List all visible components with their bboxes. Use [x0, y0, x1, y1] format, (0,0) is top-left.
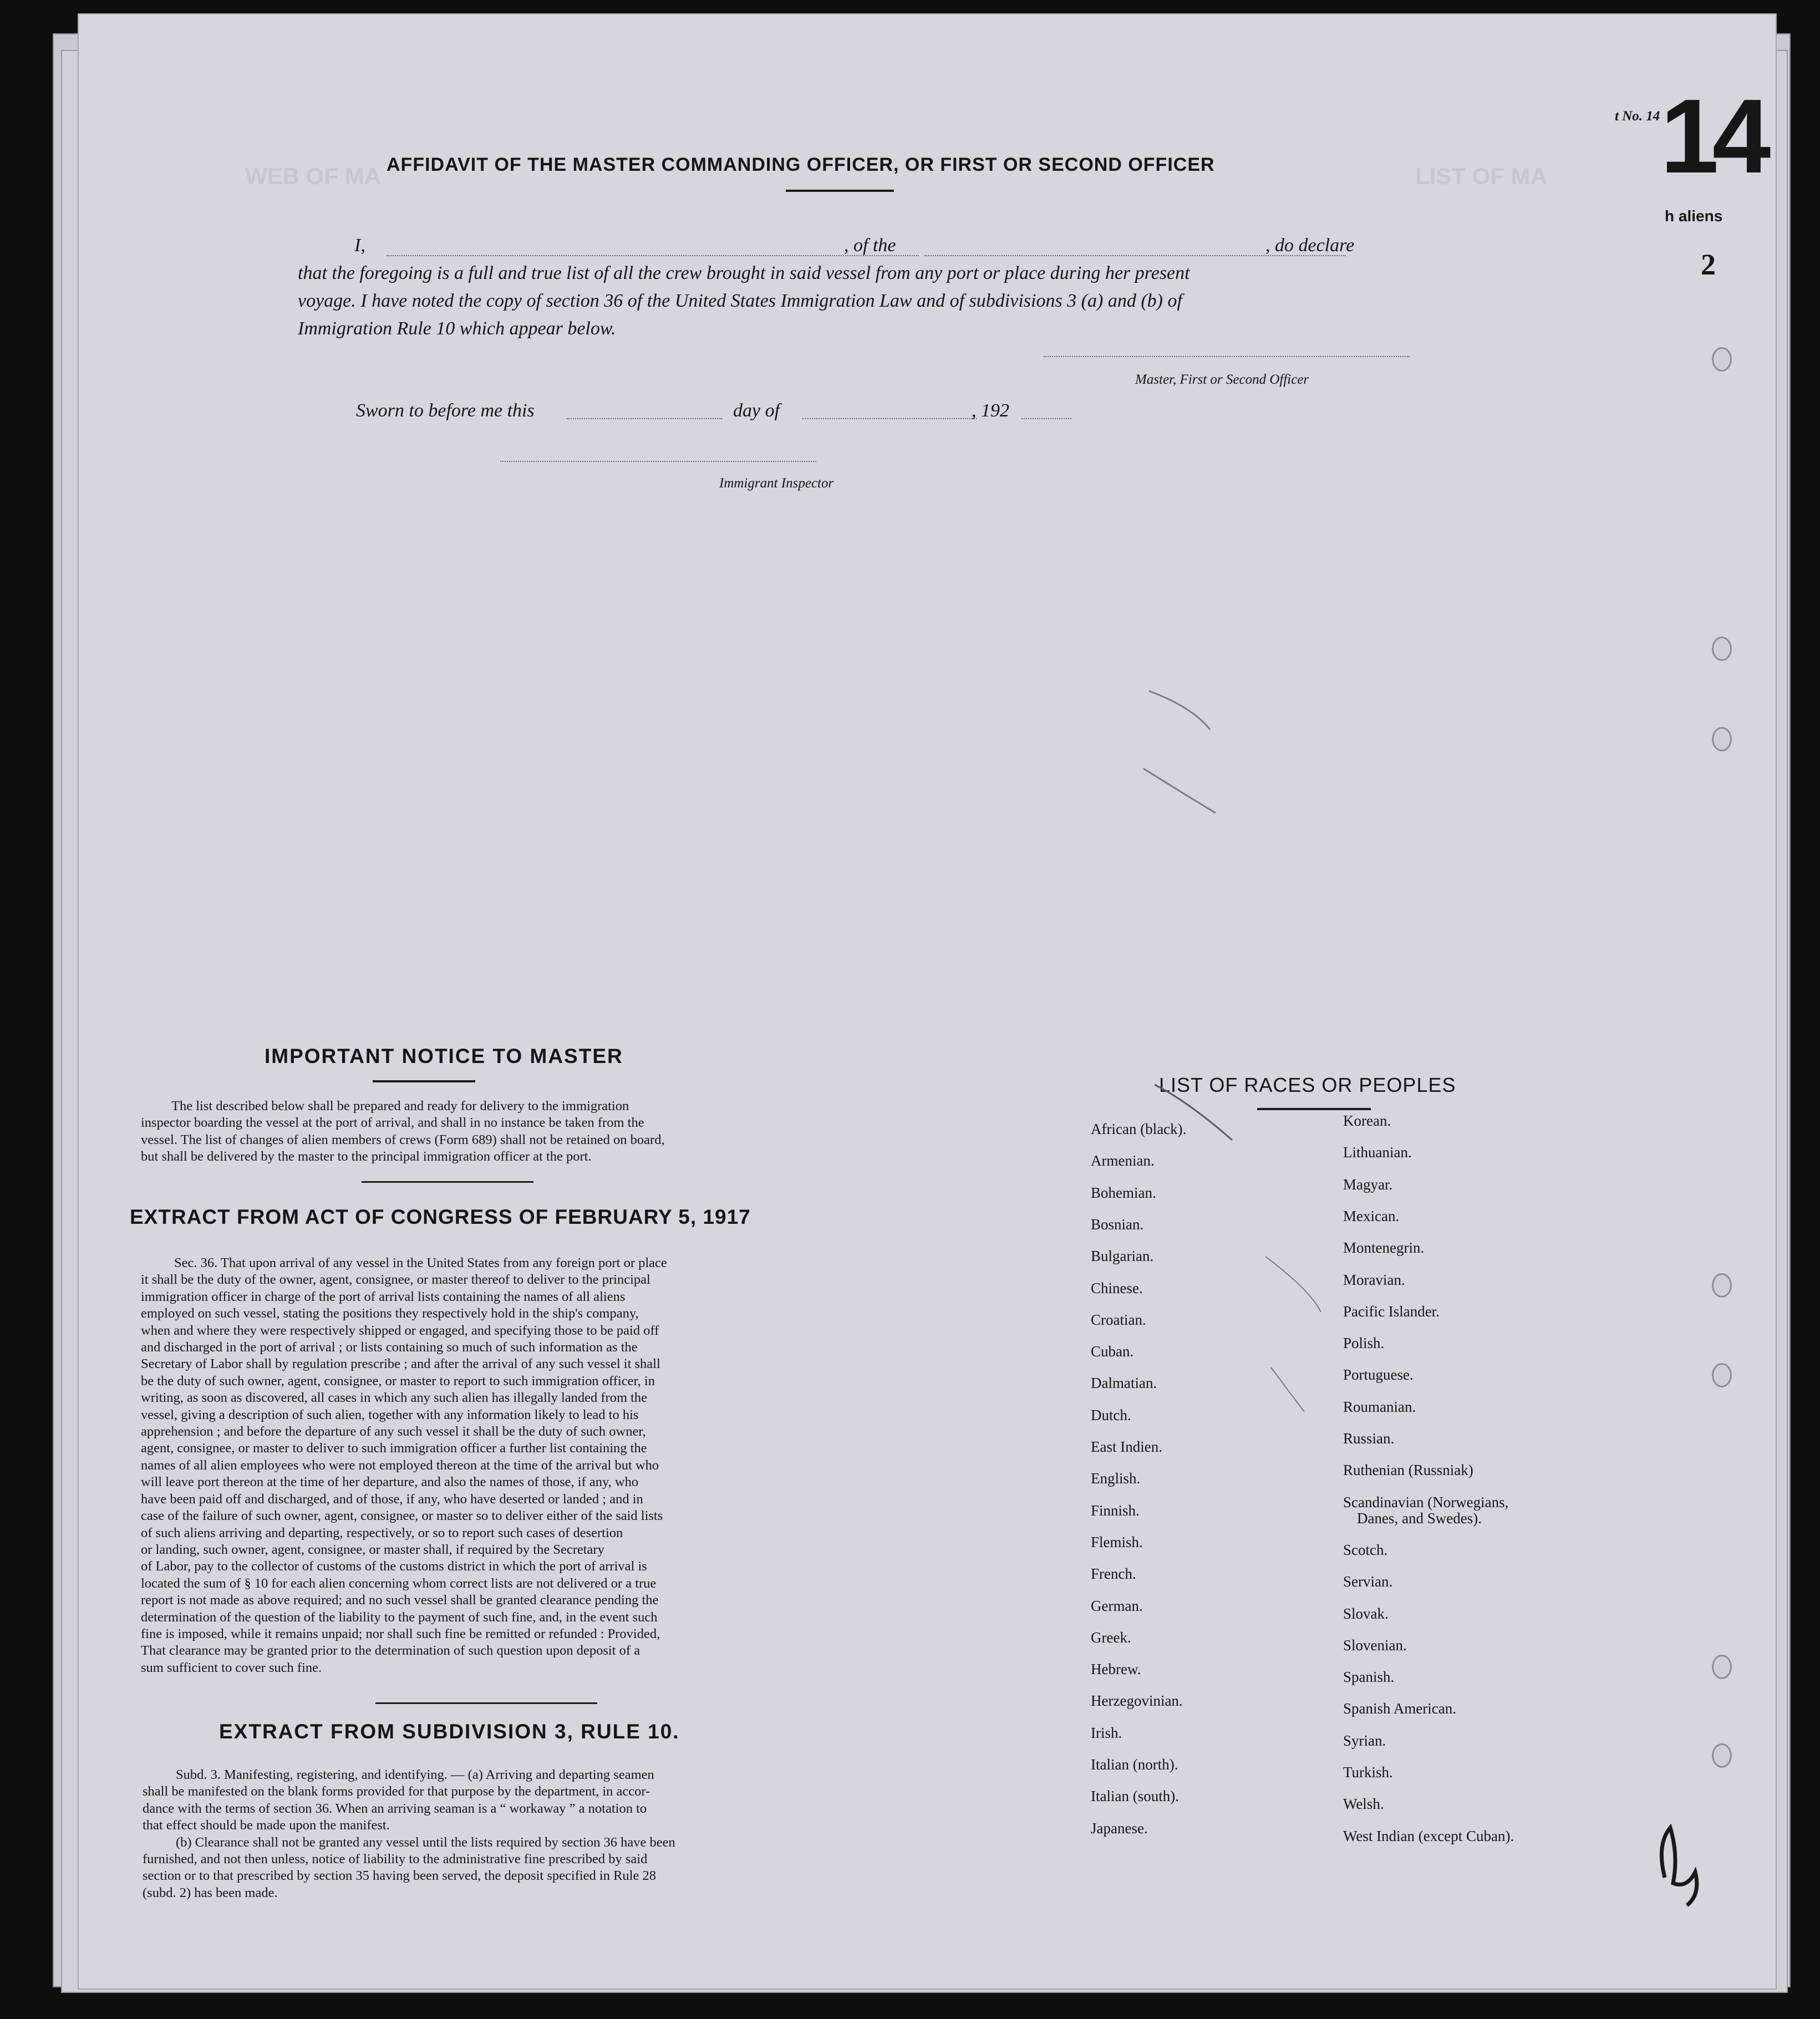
inspector-signature-line[interactable] — [500, 461, 816, 462]
punch-hole — [1712, 637, 1732, 661]
list-number-label: t No. 14 — [1615, 109, 1660, 124]
section-divider — [362, 1181, 533, 1183]
race-item: Dalmatian. — [1091, 1375, 1157, 1392]
sworn-text: Sworn to before me this — [356, 400, 535, 421]
day-blank[interactable] — [567, 418, 722, 419]
act-extract-body: Sec. 36. That upon arrival of any vessel in the United States from any foreign port or place it shall be the duty of the owner, agent, consignee, or master thereof to deliver to the principal immigration officer in charge of the port of arrival lists containing the names of all aliens employed on such vessel, stating the positions they respectively hold in the ship's company, when and where they were respectively shipped or engaged, and specifying those to be paid off and discharged in the port of arrival ; or lists containing so much of such information as the Secretary of Labor shall by regulation prescribe ; and after the arrival of any such vessel it shall be the duty of such owner, agent, consignee, or master to report to such immigration officer, in writing, as soon as discovered, all cases in which any such alien has illegally landed from the vessel, giving a description of such alien, together with any information likely to lead to his apprehension ; and before the departure of any such vessel it shall be the duty of such owner, agent, consignee, or master to deliver to such immigration officer a further list containing the names of all alien employees who were not employed thereon at the time of the arrival but who will leave port thereon at the time of her departure, and also the names of those, if any, who have been paid off and discharged, and of those, if any, who have deserted or landed ; and in case of the failure of such owner, agent, consignee, or master so to deliver either of the said lists of such aliens arriving and departing, respectively, or so to report such cases of desertion or landing, such owner, agent, consignee, or master shall, if required by the Secretary of Labor, pay to the collector of customs of the customs district in which the port of arrival is located the sum of § 10 for each alien concerning whom correct lists are not delivered or a true report is not made as above required; and no such vessel shall be granted clearance pending the determination of the question of the liability to the payment of such fine, and, in the event such fine is imposed, while it remains unpaid; nor shall such fine be remitted or refunded : Provided, That clearance may be granted prior to the determination of such question upon deposit of a sum sufficient to cover such fine. — [141, 1255, 667, 1675]
act-extract-title: EXTRACT FROM ACT OF CONGRESS OF FEBRUARY 5, 1917 — [130, 1206, 751, 1228]
race-item: German. — [1091, 1597, 1143, 1614]
inspector-signature-label: Immigrant Inspector — [719, 476, 834, 491]
punch-hole — [1712, 347, 1732, 372]
races-title: LIST OF RACES OR PEOPLES — [1159, 1074, 1456, 1096]
document-page — [78, 13, 1777, 1990]
section-divider — [375, 1702, 597, 1704]
race-item: Spanish American. — [1343, 1700, 1456, 1717]
race-item: Welsh. — [1343, 1796, 1384, 1813]
affidavit-title: AFFIDAVIT OF THE MASTER COMMANDING OFFICER, OR FIRST OR SECOND OFFICER — [387, 154, 1215, 175]
punch-hole — [1712, 727, 1732, 751]
race-item: Portuguese. — [1343, 1366, 1414, 1384]
bleed-through-text: LIST OF MA — [1415, 163, 1547, 189]
affidavit-line-2: that the foregoing is a full and true list of all the crew brought in said vessel from any port or place during her present — [298, 263, 1190, 283]
master-signature-label: Master, First or Second Officer — [1135, 372, 1309, 387]
race-item: Turkish. — [1343, 1764, 1393, 1781]
race-item: Korean. — [1343, 1112, 1391, 1129]
race-item: Roumanian. — [1343, 1398, 1416, 1415]
race-item: Herzegovinian. — [1091, 1692, 1183, 1710]
notice-title: IMPORTANT NOTICE TO MASTER — [265, 1045, 623, 1067]
race-item: Slovak. — [1343, 1605, 1389, 1622]
race-item: Chinese. — [1091, 1279, 1143, 1296]
master-signature-line[interactable] — [1044, 356, 1410, 357]
rule-extract-title: EXTRACT FROM SUBDIVISION 3, RULE 10. — [219, 1720, 680, 1743]
race-item: French. — [1091, 1565, 1136, 1583]
affidavit-of-the: , of the — [844, 235, 896, 256]
race-item: Bosnian. — [1091, 1216, 1144, 1233]
race-item: Hebrew. — [1091, 1661, 1141, 1678]
race-item: Bulgarian. — [1091, 1248, 1154, 1265]
race-item: Moravian. — [1343, 1271, 1405, 1288]
race-item: English. — [1091, 1470, 1141, 1487]
race-item: Polish. — [1343, 1335, 1385, 1352]
race-item: Pacific Islander. — [1343, 1303, 1440, 1320]
race-item: Danes, and Swedes). — [1357, 1509, 1482, 1527]
day-of-text: day of — [733, 400, 780, 421]
notice-body: The list described below shall be prepared and ready for delivery to the immigration inspector boarding the vessel at the port of arrival, and shall in no instance be taken from the vessel. The list of changes of alien members of crews (Form 689) shall not be retained on board, but shall be delivered by the master to the principal immigration officer at the port. — [141, 1099, 665, 1164]
race-item: Irish. — [1091, 1724, 1122, 1741]
race-item: Finnish. — [1091, 1502, 1140, 1519]
aliens-label: h aliens — [1665, 207, 1723, 225]
notice-rule — [373, 1080, 475, 1082]
race-item: Servian. — [1343, 1573, 1393, 1590]
handwritten-digit: 2 — [1701, 248, 1716, 281]
race-item: Slovenian. — [1343, 1636, 1407, 1654]
affidavit-i: I, — [354, 235, 365, 256]
race-item: Magyar. — [1343, 1176, 1393, 1193]
race-item: Ruthenian (Russniak) — [1343, 1462, 1473, 1479]
race-item: Syrian. — [1343, 1732, 1386, 1749]
race-item: Mexican. — [1343, 1207, 1400, 1224]
race-item: Russian. — [1343, 1430, 1395, 1447]
month-blank[interactable] — [802, 418, 977, 419]
title-rule — [786, 190, 894, 192]
name-blank[interactable] — [387, 255, 919, 256]
race-item: Spanish. — [1343, 1669, 1395, 1686]
rule-extract-body: Subd. 3. Manifesting, registering, and identifying. — (a) Arriving and departing seamen shall be manifested on the blank forms provided for that purpose by the department, in accor- dance with the terms of section 36. When an arriving seaman is a “ workaway ” a notation to that effect should be made upon the manifest. (b) Clearance shall not be granted any vessel until the lists required by section 36 have been furnished, and not then unless, notice of liability to the administrative fine prescribed by said section or to that prescribed by section 35 having been served, the deposit specified in Rule 28 (subd. 2) has been made. — [143, 1767, 675, 1900]
race-item: Armenian. — [1091, 1152, 1155, 1169]
race-item: Scandinavian (Norwegians, — [1343, 1493, 1509, 1511]
race-item: West Indian (except Cuban). — [1343, 1827, 1514, 1844]
race-item: Japanese. — [1091, 1819, 1148, 1837]
race-item: Croatian. — [1091, 1311, 1146, 1328]
race-item: Bohemian. — [1091, 1184, 1156, 1201]
year-text: , 192 — [972, 400, 1009, 421]
race-item: Montenegrin. — [1343, 1239, 1425, 1257]
race-item: Italian (north). — [1091, 1756, 1178, 1773]
affidavit-line-3: voyage. I have noted the copy of section 36 of the United States Immigration Law and of subdivisions 3 (a) and (b) of — [298, 291, 1182, 311]
race-item: African (black). — [1091, 1121, 1187, 1137]
race-item: East Indien. — [1091, 1438, 1162, 1455]
race-item: Italian (south). — [1091, 1788, 1179, 1805]
year-blank[interactable] — [1021, 418, 1071, 419]
affidavit-declare: , do declare — [1265, 235, 1355, 256]
race-item: Scotch. — [1343, 1541, 1388, 1558]
race-item: Greek. — [1091, 1629, 1131, 1646]
handwritten-sheet-number: 14 — [1660, 78, 1765, 195]
bleed-through-text: WEB OF MA — [245, 163, 381, 189]
pencil-marks — [1021, 1057, 1742, 1922]
pencil-marks — [1049, 652, 1326, 818]
race-item: Flemish. — [1091, 1533, 1143, 1550]
race-item: Dutch. — [1091, 1406, 1131, 1423]
race-item: Cuban. — [1091, 1343, 1134, 1360]
affidavit-line-4: Immigration Rule 10 which appear below. — [298, 318, 616, 339]
race-item: Lithuanian. — [1343, 1144, 1412, 1161]
